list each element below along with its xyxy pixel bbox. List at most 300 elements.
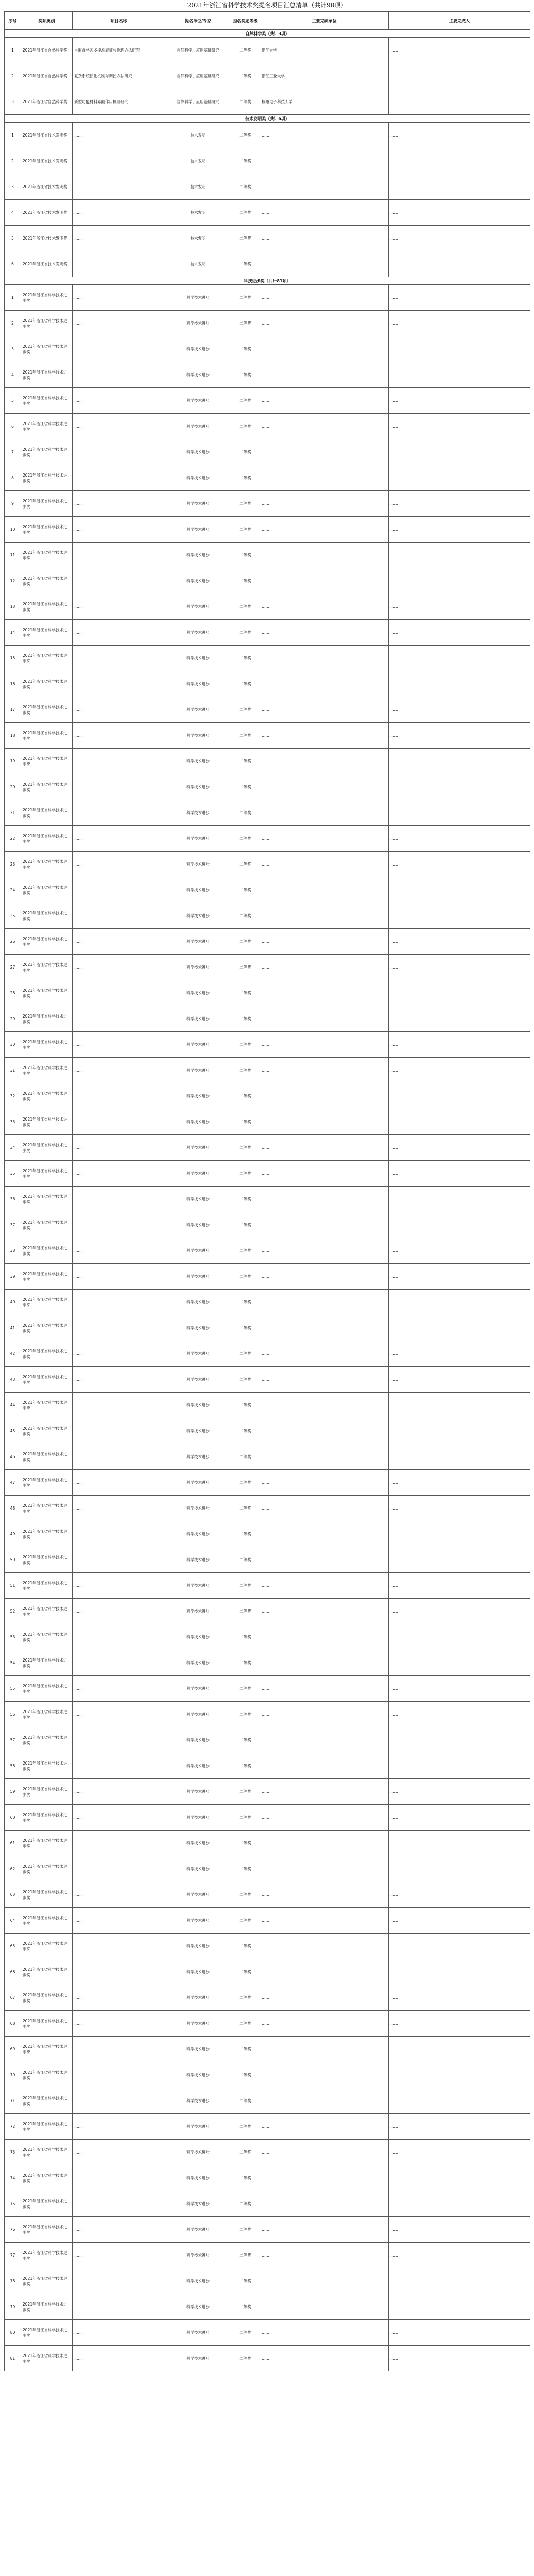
table-row <box>5 336 530 362</box>
cell-no: 56 <box>5 1702 21 1727</box>
cell-nominator: 科学技术进步 <box>165 2140 231 2165</box>
cell-unit: …… <box>260 148 389 174</box>
cell-nominator: 科学技术进步 <box>165 465 231 491</box>
table-row <box>5 1805 530 1831</box>
cell-name: …… <box>73 723 165 749</box>
table-row <box>5 543 530 568</box>
cell-type: 2021年浙江省科学技术进步奖 <box>21 388 73 414</box>
cell-no: 54 <box>5 1650 21 1676</box>
cell-grade: 二等奖 <box>231 2088 260 2114</box>
cell-name: …… <box>73 1315 165 1341</box>
table-row <box>5 877 530 903</box>
cell-no: 75 <box>5 2191 21 2217</box>
cell-grade: 二等奖 <box>231 852 260 877</box>
cell-grade: 二等奖 <box>231 671 260 697</box>
cell-nominator: 科学技术进步 <box>165 1341 231 1367</box>
header-no: 序号 <box>5 12 21 30</box>
table-row <box>5 63 530 89</box>
cell-people: …… <box>389 826 530 852</box>
cell-grade: 二等奖 <box>231 1238 260 1264</box>
cell-people: …… <box>389 200 530 226</box>
cell-unit: …… <box>260 1624 389 1650</box>
cell-grade: 二等奖 <box>231 800 260 826</box>
cell-grade: 二等奖 <box>231 1650 260 1676</box>
cell-name: …… <box>73 1573 165 1599</box>
cell-nominator: 科学技术进步 <box>165 1624 231 1650</box>
cell-name: …… <box>73 517 165 543</box>
cell-type: 2021年浙江省科学技术进步奖 <box>21 1341 73 1367</box>
table-row <box>5 1264 530 1290</box>
cell-unit: …… <box>260 2114 389 2140</box>
cell-name: …… <box>73 1367 165 1393</box>
cell-grade: 二等奖 <box>231 1083 260 1109</box>
cell-no: 55 <box>5 1676 21 1702</box>
table-row <box>5 1521 530 1547</box>
cell-grade: 二等奖 <box>231 1315 260 1341</box>
cell-grade: 二等奖 <box>231 123 260 148</box>
cell-name: …… <box>73 1985 165 2011</box>
cell-people: …… <box>389 1315 530 1341</box>
cell-no: 28 <box>5 980 21 1006</box>
cell-unit: …… <box>260 2268 389 2294</box>
cell-nominator: 科学技术进步 <box>165 2191 231 2217</box>
cell-nominator: 科学技术进步 <box>165 2088 231 2114</box>
table-row <box>5 2011 530 2037</box>
cell-grade: 二等奖 <box>231 2217 260 2243</box>
cell-type: 2021年浙江省技术发明奖 <box>21 123 73 148</box>
cell-grade: 二等奖 <box>231 517 260 543</box>
table-row <box>5 465 530 491</box>
cell-nominator: 科学技术进步 <box>165 311 231 336</box>
cell-unit: …… <box>260 1882 389 1908</box>
cell-people: …… <box>389 439 530 465</box>
cell-name: …… <box>73 774 165 800</box>
table-row <box>5 1212 530 1238</box>
cell-nominator: 科学技术进步 <box>165 1496 231 1521</box>
cell-type: 2021年浙江省科学技术进步奖 <box>21 2217 73 2243</box>
cell-name: …… <box>73 1856 165 1882</box>
cell-people: …… <box>389 89 530 115</box>
cell-type: 2021年浙江省科学技术进步奖 <box>21 2268 73 2294</box>
cell-people: …… <box>389 749 530 774</box>
cell-type: 2021年浙江省科学技术进步奖 <box>21 362 73 388</box>
cell-type: 2021年浙江省科学技术进步奖 <box>21 774 73 800</box>
cell-people: …… <box>389 1727 530 1753</box>
cell-people: …… <box>389 2088 530 2114</box>
cell-people: …… <box>389 2165 530 2191</box>
cell-grade: 二等奖 <box>231 465 260 491</box>
cell-nominator: 科学技术进步 <box>165 1521 231 1547</box>
cell-unit: …… <box>260 439 389 465</box>
cell-type: 2021年浙江省科学技术进步奖 <box>21 1547 73 1573</box>
cell-name: …… <box>73 852 165 877</box>
cell-name: …… <box>73 2346 165 2371</box>
cell-unit: …… <box>260 1496 389 1521</box>
cell-people: …… <box>389 63 530 89</box>
cell-type: 2021年浙江省科学技术进步奖 <box>21 1470 73 1496</box>
cell-people: …… <box>389 2037 530 2062</box>
table-row <box>5 1831 530 1856</box>
table-row <box>5 852 530 877</box>
table-row <box>5 123 530 148</box>
cell-type: 2021年浙江省自然科学奖 <box>21 63 73 89</box>
cell-people: …… <box>389 543 530 568</box>
cell-no: 38 <box>5 1238 21 1264</box>
cell-nominator: 科学技术进步 <box>165 594 231 620</box>
cell-type: 2021年浙江省科学技术进步奖 <box>21 1315 73 1341</box>
cell-no: 69 <box>5 2037 21 2062</box>
cell-type: 2021年浙江省科学技术进步奖 <box>21 1650 73 1676</box>
table-row <box>5 800 530 826</box>
cell-unit: …… <box>260 336 389 362</box>
table-row <box>5 1934 530 1959</box>
cell-type: 2021年浙江省科学技术进步奖 <box>21 1908 73 1934</box>
cell-unit: …… <box>260 2165 389 2191</box>
cell-no: 22 <box>5 826 21 852</box>
cell-type: 2021年浙江省科学技术进步奖 <box>21 2191 73 2217</box>
cell-nominator: 科学技术进步 <box>165 1109 231 1135</box>
cell-people: …… <box>389 980 530 1006</box>
cell-no: 29 <box>5 1006 21 1032</box>
cell-type: 2021年浙江省科学技术进步奖 <box>21 1212 73 1238</box>
cell-people: …… <box>389 594 530 620</box>
cell-name: …… <box>73 1212 165 1238</box>
cell-nominator: 科学技术进步 <box>165 1547 231 1573</box>
table-row <box>5 414 530 439</box>
cell-no: 62 <box>5 1856 21 1882</box>
cell-people: …… <box>389 1831 530 1856</box>
cell-nominator: 科学技术进步 <box>165 1367 231 1393</box>
cell-unit: …… <box>260 1573 389 1599</box>
cell-grade: 二等奖 <box>231 2037 260 2062</box>
cell-grade: 二等奖 <box>231 1367 260 1393</box>
cell-people: …… <box>389 1135 530 1161</box>
cell-grade: 二等奖 <box>231 1470 260 1496</box>
cell-name: …… <box>73 568 165 594</box>
cell-name: …… <box>73 200 165 226</box>
cell-unit: …… <box>260 955 389 980</box>
cell-people: …… <box>389 1882 530 1908</box>
cell-grade: 二等奖 <box>231 1599 260 1624</box>
cell-nominator: 科学技术进步 <box>165 774 231 800</box>
cell-unit: …… <box>260 774 389 800</box>
cell-no: 42 <box>5 1341 21 1367</box>
cell-name: …… <box>73 1187 165 1212</box>
table-row <box>5 491 530 517</box>
cell-nominator: 科学技术进步 <box>165 903 231 929</box>
cell-people: …… <box>389 1161 530 1187</box>
cell-unit: …… <box>260 568 389 594</box>
header-name: 项目名称 <box>73 12 165 30</box>
cell-grade: 二等奖 <box>231 1135 260 1161</box>
cell-unit: …… <box>260 1908 389 1934</box>
cell-no: 65 <box>5 1934 21 1959</box>
cell-nominator: 技术发明 <box>165 200 231 226</box>
table-row <box>5 1418 530 1444</box>
table-row <box>5 620 530 646</box>
cell-no: 8 <box>5 465 21 491</box>
cell-grade: 二等奖 <box>231 1856 260 1882</box>
cell-people: …… <box>389 1856 530 1882</box>
cell-type: 2021年浙江省科学技术进步奖 <box>21 620 73 646</box>
cell-no: 81 <box>5 2346 21 2371</box>
cell-unit: …… <box>260 1367 389 1393</box>
cell-no: 6 <box>5 251 21 277</box>
cell-type: 2021年浙江省科学技术进步奖 <box>21 1161 73 1187</box>
cell-no: 27 <box>5 955 21 980</box>
cell-unit: …… <box>260 2191 389 2217</box>
cell-unit: …… <box>260 800 389 826</box>
table-row <box>5 2217 530 2243</box>
cell-type: 2021年浙江省技术发明奖 <box>21 148 73 174</box>
cell-name: …… <box>73 543 165 568</box>
cell-no: 1 <box>5 285 21 311</box>
cell-type: 2021年浙江省科学技术进步奖 <box>21 671 73 697</box>
cell-nominator: 科学技术进步 <box>165 568 231 594</box>
cell-nominator: 科学技术进步 <box>165 1032 231 1058</box>
table-row <box>5 388 530 414</box>
cell-type: 2021年浙江省科学技术进步奖 <box>21 439 73 465</box>
cell-name: …… <box>73 620 165 646</box>
table-body <box>5 30 530 2371</box>
cell-name: …… <box>73 491 165 517</box>
cell-no: 43 <box>5 1367 21 1393</box>
table-row <box>5 1161 530 1187</box>
cell-grade: 二等奖 <box>231 1341 260 1367</box>
cell-no: 79 <box>5 2294 21 2320</box>
table-row <box>5 1650 530 1676</box>
cell-people: …… <box>389 2320 530 2346</box>
cell-name: …… <box>73 800 165 826</box>
cell-people: …… <box>389 1212 530 1238</box>
cell-type: 2021年浙江省科学技术进步奖 <box>21 1573 73 1599</box>
header-unit: 主要完成单位 <box>260 12 389 30</box>
cell-people: …… <box>389 2114 530 2140</box>
cell-grade: 二等奖 <box>231 1959 260 1985</box>
table-row <box>5 1367 530 1393</box>
cell-unit: …… <box>260 2037 389 2062</box>
cell-name: …… <box>73 123 165 148</box>
cell-unit: …… <box>260 1109 389 1135</box>
cell-no: 14 <box>5 620 21 646</box>
cell-no: 5 <box>5 388 21 414</box>
cell-grade: 二等奖 <box>231 929 260 955</box>
cell-no: 13 <box>5 594 21 620</box>
cell-grade: 二等奖 <box>231 63 260 89</box>
cell-type: 2021年浙江省科学技术进步奖 <box>21 2294 73 2320</box>
cell-grade: 二等奖 <box>231 1264 260 1290</box>
cell-name: …… <box>73 1727 165 1753</box>
cell-type: 2021年浙江省科学技术进步奖 <box>21 800 73 826</box>
cell-type: 2021年浙江省科学技术进步奖 <box>21 594 73 620</box>
cell-no: 53 <box>5 1624 21 1650</box>
cell-type: 2021年浙江省科学技术进步奖 <box>21 1676 73 1702</box>
cell-unit: …… <box>260 1470 389 1496</box>
cell-name: …… <box>73 1547 165 1573</box>
cell-unit: …… <box>260 123 389 148</box>
cell-nominator: 技术发明 <box>165 226 231 251</box>
table-row <box>5 89 530 115</box>
cell-unit: …… <box>260 1727 389 1753</box>
cell-people: …… <box>389 123 530 148</box>
section-title: 技术发明奖（共计6项） <box>5 115 530 123</box>
cell-unit: …… <box>260 1161 389 1187</box>
header-people: 主要完成人 <box>389 12 530 30</box>
table-row <box>5 1856 530 1882</box>
cell-unit: …… <box>260 491 389 517</box>
cell-type: 2021年浙江省技术发明奖 <box>21 226 73 251</box>
cell-nominator: 科学技术进步 <box>165 749 231 774</box>
cell-grade: 二等奖 <box>231 148 260 174</box>
cell-type: 2021年浙江省技术发明奖 <box>21 174 73 200</box>
cell-people: …… <box>389 903 530 929</box>
cell-people: …… <box>389 2268 530 2294</box>
cell-nominator: 科学技术进步 <box>165 1599 231 1624</box>
cell-nominator: 科学技术进步 <box>165 723 231 749</box>
cell-name: …… <box>73 1779 165 1805</box>
cell-unit: …… <box>260 1934 389 1959</box>
cell-people: …… <box>389 646 530 671</box>
cell-nominator: 科学技术进步 <box>165 800 231 826</box>
cell-name: …… <box>73 1882 165 1908</box>
cell-grade: 二等奖 <box>231 774 260 800</box>
cell-name: …… <box>73 1959 165 1985</box>
cell-people: …… <box>389 2346 530 2371</box>
cell-unit: …… <box>260 1032 389 1058</box>
cell-type: 2021年浙江省科学技术进步奖 <box>21 1882 73 1908</box>
cell-grade: 二等奖 <box>231 226 260 251</box>
cell-name: …… <box>73 2294 165 2320</box>
cell-grade: 二等奖 <box>231 2165 260 2191</box>
cell-nominator: 科学技术进步 <box>165 1985 231 2011</box>
cell-nominator: 技术发明 <box>165 148 231 174</box>
cell-nominator: 科学技术进步 <box>165 1573 231 1599</box>
cell-name: …… <box>73 439 165 465</box>
table-row <box>5 38 530 63</box>
cell-nominator: 科学技术进步 <box>165 1135 231 1161</box>
cell-type: 2021年浙江省科学技术进步奖 <box>21 1264 73 1290</box>
cell-nominator: 科学技术进步 <box>165 1212 231 1238</box>
cell-grade: 二等奖 <box>231 697 260 723</box>
cell-nominator: 科学技术进步 <box>165 646 231 671</box>
cell-people: …… <box>389 1290 530 1315</box>
cell-people: …… <box>389 2062 530 2088</box>
cell-name: …… <box>73 877 165 903</box>
cell-unit: …… <box>260 877 389 903</box>
cell-type: 2021年浙江省科学技术进步奖 <box>21 2088 73 2114</box>
cell-unit: …… <box>260 226 389 251</box>
cell-unit: …… <box>260 362 389 388</box>
cell-nominator: 科学技术进步 <box>165 1702 231 1727</box>
cell-grade: 二等奖 <box>231 1702 260 1727</box>
section-row <box>5 277 530 285</box>
cell-name: …… <box>73 1238 165 1264</box>
cell-unit: …… <box>260 1831 389 1856</box>
cell-no: 64 <box>5 1908 21 1934</box>
cell-nominator: 科学技术进步 <box>165 877 231 903</box>
cell-nominator: 科学技术进步 <box>165 1161 231 1187</box>
cell-people: …… <box>389 1058 530 1083</box>
cell-type: 2021年浙江省科学技术进步奖 <box>21 2062 73 2088</box>
cell-no: 2 <box>5 311 21 336</box>
cell-grade: 二等奖 <box>231 543 260 568</box>
table-row <box>5 1238 530 1264</box>
cell-people: …… <box>389 1083 530 1109</box>
cell-name: …… <box>73 2191 165 2217</box>
cell-unit: …… <box>260 1058 389 1083</box>
cell-unit: …… <box>260 543 389 568</box>
table-row <box>5 749 530 774</box>
cell-people: …… <box>389 1908 530 1934</box>
cell-people: …… <box>389 774 530 800</box>
cell-grade: 二等奖 <box>231 1058 260 1083</box>
cell-grade: 二等奖 <box>231 336 260 362</box>
cell-people: …… <box>389 1599 530 1624</box>
cell-type: 2021年浙江省科学技术进步奖 <box>21 1856 73 1882</box>
cell-unit: …… <box>260 1959 389 1985</box>
cell-name: …… <box>73 2320 165 2346</box>
cell-no: 39 <box>5 1264 21 1290</box>
table-row <box>5 826 530 852</box>
table-row <box>5 1573 530 1599</box>
cell-type: 2021年浙江省科学技术进步奖 <box>21 285 73 311</box>
cell-name: …… <box>73 311 165 336</box>
cell-no: 18 <box>5 723 21 749</box>
cell-unit: …… <box>260 1547 389 1573</box>
cell-no: 26 <box>5 929 21 955</box>
cell-grade: 二等奖 <box>231 89 260 115</box>
cell-unit: …… <box>260 311 389 336</box>
cell-grade: 二等奖 <box>231 200 260 226</box>
cell-nominator: 科学技术进步 <box>165 1856 231 1882</box>
header-grade: 提名奖励等级 <box>231 12 260 30</box>
cell-type: 2021年浙江省科学技术进步奖 <box>21 877 73 903</box>
cell-name: …… <box>73 2217 165 2243</box>
cell-no: 24 <box>5 877 21 903</box>
cell-name: 复杂系统演化机制与调控方法研究 <box>73 63 165 89</box>
cell-unit: …… <box>260 1418 389 1444</box>
cell-no: 25 <box>5 903 21 929</box>
cell-no: 44 <box>5 1393 21 1418</box>
cell-unit: …… <box>260 620 389 646</box>
cell-people: …… <box>389 852 530 877</box>
cell-no: 35 <box>5 1161 21 1187</box>
cell-nominator: 科学技术进步 <box>165 2320 231 2346</box>
cell-type: 2021年浙江省技术发明奖 <box>21 200 73 226</box>
table-row <box>5 594 530 620</box>
cell-nominator: 科学技术进步 <box>165 1882 231 1908</box>
table-row <box>5 362 530 388</box>
table-row <box>5 697 530 723</box>
cell-type: 2021年浙江省科学技术进步奖 <box>21 1521 73 1547</box>
table-row <box>5 148 530 174</box>
cell-no: 52 <box>5 1599 21 1624</box>
cell-people: …… <box>389 1109 530 1135</box>
table-row <box>5 1599 530 1624</box>
cell-unit: …… <box>260 388 389 414</box>
award-table <box>4 11 530 2371</box>
table-row <box>5 1624 530 1650</box>
cell-grade: 二等奖 <box>231 980 260 1006</box>
cell-name: …… <box>73 1496 165 1521</box>
table-row <box>5 955 530 980</box>
cell-type: 2021年浙江省科学技术进步奖 <box>21 929 73 955</box>
cell-no: 37 <box>5 1212 21 1238</box>
cell-no: 70 <box>5 2062 21 2088</box>
table-row <box>5 980 530 1006</box>
cell-grade: 二等奖 <box>231 311 260 336</box>
table-row <box>5 2191 530 2217</box>
